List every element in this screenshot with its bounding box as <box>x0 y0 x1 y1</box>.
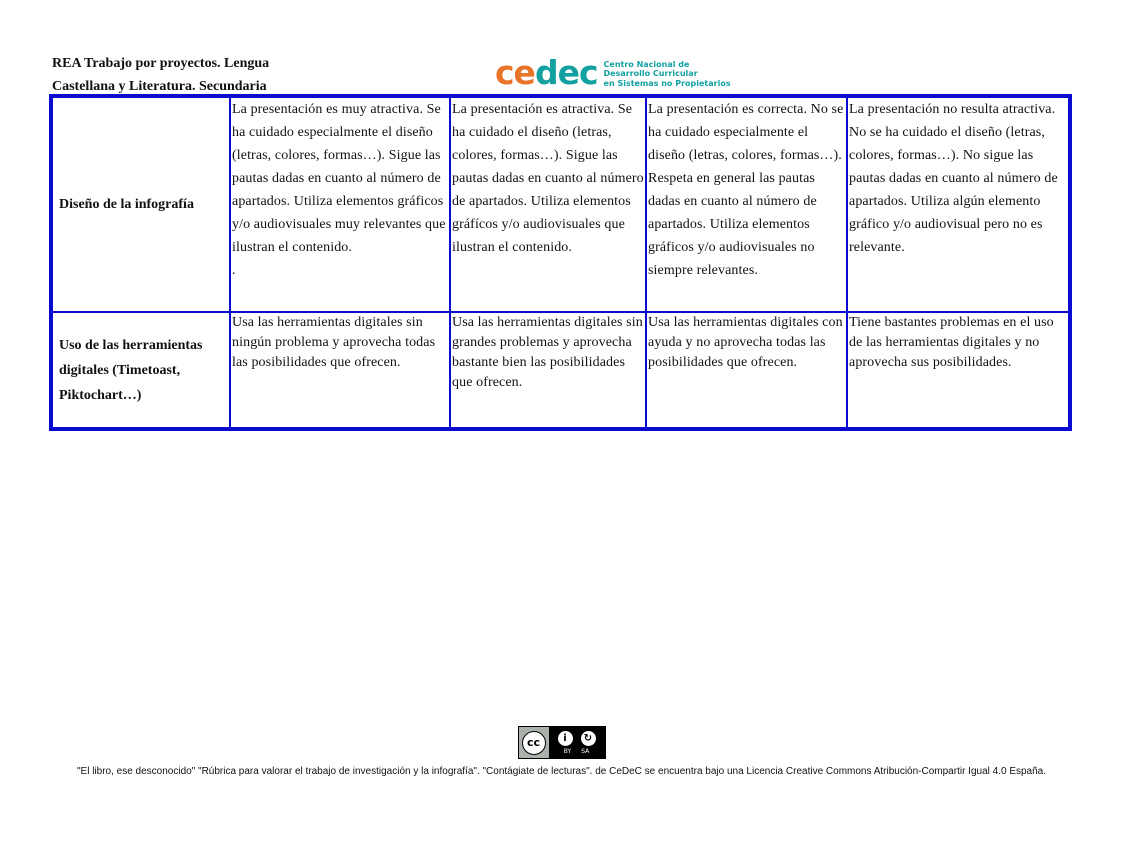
level-cell: Tiene bastantes problemas en el uso de las herramientas digitales y no aprovecha sus posibilidades. <box>847 312 1070 429</box>
level-cell: La presentación no resulta atractiva. No se ha cuidado el diseño (letras, colores, formas…). No sigue las pautas dadas en cuanto al número de apartados. Utiliza algún elemento gráfico y/o audiovisual pero no es relevante. <box>847 96 1070 312</box>
table-row <box>51 96 1070 312</box>
cedec-logo-subtitle: Centro Nacional de Desarrollo Curricular en Sistemas no Propietarios <box>603 59 731 88</box>
document-title <box>52 52 352 98</box>
level-cell: Usa las herramientas digitales con ayuda y no aprovecha todas las posibilidades que ofrecen. <box>646 312 847 429</box>
footer <box>0 726 1123 780</box>
rubric-table <box>49 94 1072 431</box>
by-label: BY <box>563 748 572 755</box>
level-cell: Usa las herramientas digitales sin ningún problema y aprovecha todas las posibilidades que ofrecen. <box>230 312 450 429</box>
level-cell: La presentación es atractiva. Se ha cuidado el diseño (letras, colores, formas…). Sigue las pautas dadas en cuanto al número de apartados. Utiliza elementos gráfícos y/o audiovisuales que ilustran el contenido. <box>450 96 646 312</box>
level-cell: Usa las herramientas digitales sin grandes problemas y aprovecha bastante bien las posibilidades que ofrecen. <box>450 312 646 429</box>
document-title-line2: Castellana y Literatura. Secundaria <box>52 79 267 94</box>
criterion-cell: Diseño de la infografía <box>51 96 230 312</box>
table-row <box>51 312 1070 429</box>
cedec-logo-wordmark: cedec <box>495 53 598 92</box>
sa-label: SA <box>581 748 590 755</box>
level-cell: La presentación es correcta. No se ha cuidado especialmente el diseño (letras, colores, formas…). Respeta en general las pautas dadas en cuanto al número de apartados. Utiliza elementos gráficos y/o audiovisuales no siempre relevantes. <box>646 96 847 312</box>
cc-license-badge[interactable] <box>518 726 606 759</box>
cedec-logo <box>495 55 731 91</box>
criterion-cell: Uso de las herramientas digitales (Timetoast, Piktochart…) <box>51 312 230 429</box>
level-cell: La presentación es muy atractiva. Se ha cuidado especialmente el diseño (letras, colores, formas…). Sigue las pautas dadas en cuanto al número de apartados. Utiliza elementos gráficos y/o audiovisuales muy relevantes que ilustran el contenido. . <box>230 96 450 312</box>
license-text: "El libro, ese desconocido" "Rúbrica para valorar el trabajo de investigación y la infografía". "Contágiate de lecturas". de CeDeC se encuentra bajo una Licencia Creative Commons Atribución-Compartir Igual 4.0 España. <box>76 766 1047 777</box>
document-title-line1: REA Trabajo por proyectos. Lengua <box>52 56 270 71</box>
by-icon: i <box>557 730 574 747</box>
cc-icon: cc <box>522 731 546 755</box>
sa-icon: ↻ <box>580 730 597 747</box>
